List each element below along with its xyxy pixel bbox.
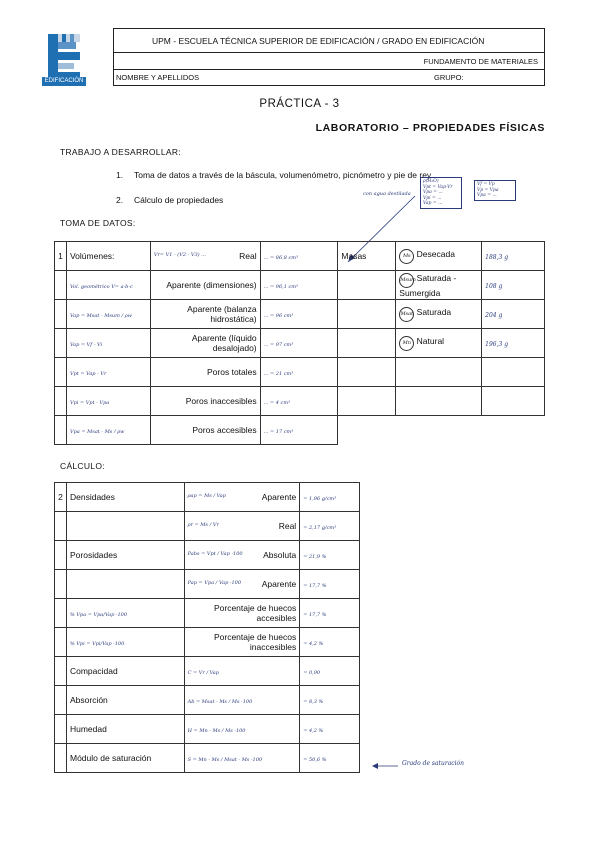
compacidad-formula: C = Vr / Vap <box>187 670 219 676</box>
aparente-bal-formula: Vap = Msat - Msum / ρw <box>69 313 132 319</box>
msat-circle: Msat <box>399 307 414 322</box>
mass-sumergida-label: Saturada - Sumergida <box>399 272 457 298</box>
huecos-inacc-value: = 4,2 % <box>303 641 324 647</box>
por-ap-formula: Pap = Vpa / Vap ·100 <box>187 580 241 586</box>
dens-ap-label: Aparente <box>261 492 297 502</box>
absorcion-formula: Ab = Msat - Ms / Ms ·100 <box>187 699 253 705</box>
table2-number: 2 <box>55 483 67 512</box>
densidades-label: Densidades <box>66 483 184 512</box>
lab-title: LABORATORIO – PROPIEDADES FÍSICAS <box>315 122 545 134</box>
por-abs-value: = 21,9 % <box>303 554 327 560</box>
humedad-label: Humedad <box>66 715 184 744</box>
aparente-dim-label: Aparente (dimensiones) <box>150 271 260 300</box>
aparente-bal-value: ... = 96 cm³ <box>263 313 294 319</box>
msum-circle: Msum <box>399 273 414 288</box>
aparente-liq-label: Aparente (líquido desalojado) <box>150 329 260 358</box>
task-item-2: 2. Cálculo de propiedades <box>116 195 224 205</box>
subject-line: FUNDAMENTO DE MATERIALES <box>423 57 538 66</box>
toma-heading: TOMA DE DATOS: <box>60 218 136 228</box>
compacidad-value: = 0,90 <box>303 670 321 676</box>
huecos-acc-value: = 17,7 % <box>303 612 327 618</box>
calculo-table <box>54 482 360 773</box>
real-value: ... = 86,8 cm³ <box>263 255 299 261</box>
group-field-label: GRUPO: <box>434 73 464 82</box>
humedad-formula: H = Mn - Ms / Ms ·100 <box>187 728 246 734</box>
huecos-acc-formula: % Vpa = Vpa/Vap ·100 <box>69 612 128 618</box>
mn-circle: Mn <box>399 336 414 351</box>
absorcion-value: = 8,3 % <box>303 699 324 705</box>
poros-totales-value: ... = 21 cm³ <box>263 371 294 377</box>
huecos-inacc-label: Porcentaje de huecos inaccesibles <box>184 628 300 657</box>
masas-label: Masas <box>338 242 396 271</box>
huecos-inacc-formula: % Vpi = Vpi/Vap ·100 <box>69 641 125 647</box>
poros-inacc-value: ... = 4 cm³ <box>263 400 291 406</box>
arrow-note: con agua destilada <box>363 191 411 197</box>
mass-sumergida-value: 108 g <box>485 283 503 290</box>
real-label: Real <box>239 251 257 261</box>
mass-desecada-label: Desecada <box>416 248 455 259</box>
poros-inacc-formula: Vpi = Vpt - Vpa <box>69 400 110 406</box>
humedad-value: = 4,2 % <box>303 728 324 734</box>
ms-circle: Ms <box>399 249 414 264</box>
por-ap-label: Aparente <box>261 579 297 589</box>
dens-real-value: = 2,17 g/cm³ <box>303 525 337 531</box>
modulo-saturacion-formula: S = Mn - Ms / Msat - Ms ·100 <box>187 757 263 763</box>
document-header <box>113 28 545 86</box>
modulo-saturacion-value: = 50,6 % <box>303 757 327 763</box>
aparente-dim-formula: Vol. geométrico V= a·b·c <box>69 284 133 290</box>
table1-number: 1 <box>55 242 67 271</box>
name-field-label: NOMBRE Y APELLIDOS <box>116 73 200 82</box>
absorcion-label: Absorción <box>66 686 184 715</box>
mass-saturada-value: 204 g <box>485 312 503 319</box>
mass-desecada-value: 188,3 g <box>485 254 509 261</box>
modulo-saturacion-label: Módulo de saturación <box>66 744 184 773</box>
dens-ap-value: = 1,96 g/cm³ <box>303 496 337 502</box>
poros-totales-formula: Vpt = Vap - Vr <box>69 371 107 377</box>
school-line: UPM - ESCUELA TÉCNICA SUPERIOR DE EDIFICACIÓN / GRADO EN EDIFICACIÓN <box>152 36 485 46</box>
note-box-1: ρ(H₂O) Vpt = Vap-Vr Vpa = ... Vpi = ... Vap = ... <box>420 177 462 209</box>
side-note: Grado de saturación <box>402 760 465 767</box>
mass-natural-label: Natural <box>416 335 445 346</box>
mass-saturada-label: Saturada <box>416 306 452 317</box>
dens-real-label: Real <box>278 521 297 531</box>
toma-datos-table <box>54 241 545 445</box>
porosidades-label: Porosidades <box>66 541 184 570</box>
logo-caption: EDIFICACIÓN <box>42 77 86 86</box>
note-box-2: Vf = Vp Vp = Vpa Vpa = ... <box>474 180 516 201</box>
compacidad-label: Compacidad <box>66 657 184 686</box>
poros-totales-label: Poros totales <box>150 358 260 387</box>
dens-real-formula: ρr = Ms / Vr <box>187 522 219 528</box>
volumenes-label: Volúmenes: <box>66 242 150 271</box>
poros-acc-label: Poros accesibles <box>150 416 260 445</box>
side-note-arrow <box>370 760 400 772</box>
real-formula: Vr= V1 - (V2 - V3) ... <box>153 252 206 258</box>
practica-title: PRÁCTICA - 3 <box>259 98 340 110</box>
por-abs-label: Absoluta <box>263 550 297 560</box>
calculo-heading: CÁLCULO: <box>60 461 105 471</box>
aparente-bal-label: Aparente (balanza hidrostática) <box>150 300 260 329</box>
huecos-acc-label: Porcentaje de huecos accesibles <box>184 599 300 628</box>
poros-acc-value: ... = 17 cm³ <box>263 429 294 435</box>
mass-natural-value: 196,3 g <box>485 341 509 348</box>
por-abs-formula: Pabs = Vpt / Vap ·100 <box>187 551 243 557</box>
por-ap-value: = 17,7 % <box>303 583 327 589</box>
aparente-liq-value: ... = 97 cm³ <box>263 342 294 348</box>
aparente-liq-formula: Vap = Vf - Vi <box>69 342 103 348</box>
poros-inacc-label: Poros inaccesibles <box>150 387 260 416</box>
aparente-dim-value: ... = 96,1 cm³ <box>263 284 299 290</box>
poros-acc-formula: Vpa = Msat - Ms / ρw <box>69 429 125 435</box>
task-item-1: 1. Toma de datos a través de la báscula, volumenómetro, picnómetro y pie de rey <box>116 170 432 180</box>
dens-ap-formula: ρap = Ms / Vap <box>187 493 226 499</box>
trabajo-heading: TRABAJO A DESARROLLAR: <box>60 147 181 157</box>
